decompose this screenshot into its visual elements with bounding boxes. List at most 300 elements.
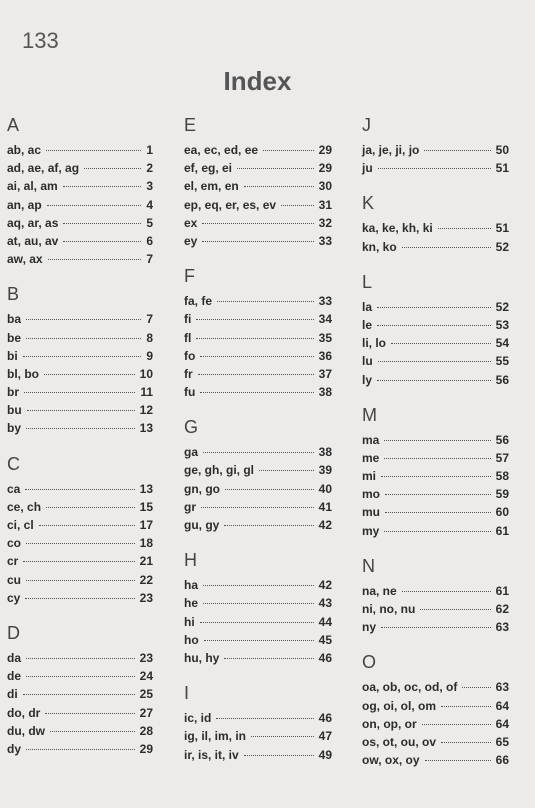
index-entry [184, 214, 332, 232]
entry-page-number: 64 [495, 716, 509, 731]
entry-label: ow, ox, oy [362, 753, 420, 768]
entry-page-number: 28 [139, 723, 153, 738]
entry-label: co [7, 536, 22, 551]
entry-label: gu, gy [184, 518, 220, 532]
dot-leader [46, 507, 135, 508]
index-column-2 [184, 114, 332, 779]
index-section-a [7, 114, 153, 268]
entry-label: my [362, 523, 380, 538]
index-entry [7, 141, 153, 159]
index-entry [362, 503, 509, 521]
entry-label: at, au, av [7, 233, 59, 248]
index-entry [184, 347, 332, 365]
index-entry [362, 715, 509, 733]
dot-leader [198, 374, 314, 375]
entry-label: du, dw [7, 723, 45, 738]
entry-page-number: 58 [495, 469, 509, 484]
dot-leader [244, 186, 314, 187]
entry-label: be [7, 330, 22, 345]
entry-label: kn, ko [362, 239, 397, 254]
index-entry [362, 431, 509, 449]
entry-label: ic, id [184, 711, 212, 726]
dot-leader [422, 724, 491, 725]
dot-leader [438, 228, 491, 229]
entry-page-number: 52 [495, 299, 509, 314]
dot-leader [26, 319, 141, 320]
index-entry [362, 485, 509, 503]
index-section-n [362, 555, 509, 637]
index-entry [7, 159, 153, 177]
entry-label: el, em, en [184, 179, 239, 194]
entry-label: ir, is, it, iv [184, 747, 239, 762]
dot-leader [26, 676, 135, 677]
entry-page-number: 46 [318, 650, 332, 665]
entry-page-number: 11 [140, 385, 153, 400]
entry-page-number: 8 [146, 330, 153, 345]
dot-leader [424, 150, 490, 151]
index-entry [7, 516, 153, 534]
index-entry [7, 552, 153, 570]
index-entry [184, 159, 332, 177]
entry-label: ep, eq, er, es, ev [184, 197, 277, 212]
entry-page-number: 60 [495, 505, 509, 520]
entry-page-number: 52 [495, 239, 509, 254]
entry-label: ga [184, 445, 199, 460]
entry-page-number: 13 [139, 421, 153, 436]
entry-label: an, ap [7, 197, 42, 212]
entry-label: ni, no, nu [362, 602, 416, 616]
entry-label: ab, ac [7, 143, 42, 157]
entry-page-number: 40 [318, 481, 332, 496]
section-letter: M [362, 404, 377, 425]
entry-label: di [7, 687, 18, 702]
entry-page-number: 12 [139, 403, 153, 418]
section-letter: D [7, 622, 20, 643]
dot-leader [24, 392, 135, 393]
entry-page-number: 64 [495, 698, 509, 713]
dot-leader [26, 543, 135, 544]
entry-page-number: 17 [139, 518, 153, 532]
index-entry [362, 334, 509, 352]
dot-leader [196, 338, 313, 339]
entry-label: bu [7, 403, 22, 418]
entry-label: gr [184, 499, 196, 514]
section-letter: C [7, 453, 20, 474]
index-entry [7, 722, 153, 740]
entry-page-number: 29 [318, 161, 332, 176]
entry-page-number: 2 [146, 161, 153, 176]
index-entry [362, 600, 509, 618]
entry-label: ny [362, 620, 377, 635]
dot-leader [384, 440, 490, 441]
entry-page-number: 51 [495, 161, 509, 176]
section-letter: N [362, 555, 375, 576]
dot-leader [26, 658, 135, 659]
dot-leader [196, 319, 313, 320]
entry-page-number: 44 [318, 614, 332, 629]
dot-leader [441, 742, 491, 743]
entry-label: ka, ke, kh, ki [362, 221, 433, 236]
index-entry [184, 443, 332, 461]
entry-page-number: 15 [139, 499, 153, 514]
index-entry [362, 678, 509, 696]
entry-page-number: 47 [318, 729, 332, 744]
dot-leader [381, 476, 491, 477]
entry-label: fi [184, 312, 192, 327]
entry-page-number: 54 [495, 336, 509, 351]
index-entry [362, 467, 509, 485]
entry-label: ig, il, im, in [184, 729, 247, 744]
index-entry [362, 352, 509, 370]
index-entry [184, 196, 332, 214]
dot-leader [391, 343, 491, 344]
entry-page-number: 43 [318, 596, 332, 611]
section-letter: O [362, 652, 377, 673]
entry-page-number: 42 [318, 578, 332, 593]
index-entry [184, 649, 332, 667]
dot-leader [26, 580, 135, 581]
index-entry [362, 371, 509, 389]
index-entry [184, 727, 332, 745]
entry-page-number: 50 [495, 143, 509, 157]
entry-page-number: 6 [146, 233, 153, 248]
dot-leader [425, 760, 491, 761]
dot-leader [377, 325, 491, 326]
entry-page-number: 45 [318, 632, 332, 647]
index-entry [184, 232, 332, 250]
dot-leader [25, 598, 134, 599]
dot-leader [200, 392, 313, 393]
entry-label: mu [362, 505, 380, 520]
entry-label: ai, al, am [7, 179, 58, 194]
index-entry [362, 298, 509, 316]
entry-page-number: 29 [139, 741, 153, 756]
section-letter: I [184, 683, 190, 704]
entry-label: lu [362, 354, 373, 369]
entry-page-number: 3 [146, 179, 153, 194]
entry-label: fo [184, 348, 196, 363]
entry-page-number: 51 [495, 221, 509, 236]
entry-label: og, oi, ol, om [362, 698, 436, 713]
entry-page-number: 10 [139, 366, 153, 381]
index-entry [184, 461, 332, 479]
entry-label: ho [184, 632, 199, 647]
section-letter: E [184, 115, 197, 135]
entry-page-number: 46 [318, 711, 332, 726]
index-entry [7, 365, 153, 383]
dot-leader [225, 489, 314, 490]
entry-page-number: 42 [318, 518, 332, 532]
entry-label: dy [7, 741, 22, 756]
entry-label: he [184, 596, 199, 611]
dot-leader [201, 507, 314, 508]
index-entry [362, 697, 509, 715]
index-entry [7, 329, 153, 347]
dot-leader [224, 658, 313, 659]
section-letter: B [7, 284, 20, 305]
dot-leader [251, 736, 314, 737]
dot-leader [203, 452, 314, 453]
entry-label: ey [184, 233, 198, 248]
entry-page-number: 24 [139, 669, 153, 684]
dot-leader [384, 458, 490, 459]
entry-page-number: 53 [495, 317, 509, 332]
dot-leader [63, 186, 142, 187]
entry-label: cy [7, 590, 21, 605]
index-column-1 [7, 114, 153, 773]
index-entry [184, 480, 332, 498]
dot-leader [50, 731, 135, 732]
index-entry [184, 746, 332, 764]
entry-label: bl, bo [7, 366, 39, 381]
index-entry [7, 740, 153, 758]
index-entry [7, 589, 153, 607]
entry-page-number: 56 [495, 372, 509, 387]
entry-page-number: 18 [139, 536, 153, 551]
entry-page-number: 56 [495, 432, 509, 447]
entry-label: ca [7, 481, 21, 496]
dot-leader [420, 609, 490, 610]
entry-label: fr [184, 366, 193, 381]
index-entry [7, 704, 153, 722]
dot-leader [47, 205, 142, 206]
entry-label: ja, je, ji, jo [362, 143, 420, 157]
entry-page-number: 1 [146, 143, 153, 157]
index-section-o [362, 651, 509, 769]
entry-page-number: 38 [318, 385, 332, 400]
entry-label: ha [184, 578, 199, 593]
entry-label: ly [362, 372, 373, 387]
entry-page-number: 38 [318, 445, 332, 460]
index-entry [184, 498, 332, 516]
index-entry [362, 449, 509, 467]
index-entry [362, 733, 509, 751]
dot-leader [63, 241, 141, 242]
dot-leader [200, 356, 313, 357]
dot-leader [27, 410, 135, 411]
dot-leader [377, 380, 491, 381]
section-letter: K [362, 193, 375, 214]
index-entry [184, 365, 332, 383]
dot-leader [462, 687, 490, 688]
entry-page-number: 65 [495, 734, 509, 749]
index-entry [184, 141, 332, 159]
index-entry [362, 238, 509, 256]
entry-label: by [7, 421, 22, 436]
section-letter: A [7, 115, 20, 135]
entry-label: la [362, 299, 373, 314]
entry-label: os, ot, ou, ov [362, 734, 436, 749]
index-entry [7, 196, 153, 214]
dot-leader [378, 361, 491, 362]
page-title: Index [223, 66, 292, 96]
entry-page-number: 29 [318, 143, 332, 157]
dot-leader [84, 168, 141, 169]
entry-page-number: 23 [139, 590, 153, 605]
index-entry [7, 232, 153, 250]
entry-label: gn, go [184, 481, 220, 496]
entry-label: mo [362, 487, 380, 502]
index-entry [7, 667, 153, 685]
entry-label: cu [7, 572, 22, 587]
index-entry [184, 709, 332, 727]
entry-label: fa, fe [184, 294, 213, 309]
entry-page-number: 25 [139, 687, 153, 702]
entry-label: ad, ae, af, ag [7, 161, 80, 176]
index-entry [7, 214, 153, 232]
index-entry [7, 685, 153, 703]
dot-leader [384, 531, 490, 532]
entry-page-number: 63 [495, 620, 509, 635]
dot-leader [441, 706, 491, 707]
index-entry [184, 576, 332, 594]
section-letter: H [184, 550, 197, 571]
entry-label: ef, eg, ei [184, 161, 233, 176]
entry-label: ba [7, 312, 22, 327]
entry-page-number: 5 [146, 215, 153, 230]
entry-page-number: 33 [318, 233, 332, 248]
entry-page-number: 7 [146, 312, 153, 327]
dot-leader [63, 223, 141, 224]
entry-label: ge, gh, gi, gl [184, 463, 254, 478]
index-entry [184, 613, 332, 631]
entry-page-number: 62 [495, 602, 509, 616]
dot-leader [204, 640, 314, 641]
dot-leader [25, 489, 134, 490]
entry-page-number: 61 [495, 523, 509, 538]
entry-label: br [7, 385, 19, 400]
index-entry [184, 383, 332, 401]
index-entry [7, 250, 153, 268]
index-section-d [7, 622, 153, 758]
dot-leader [23, 356, 142, 357]
dot-leader [263, 150, 314, 151]
entry-page-number: 7 [146, 252, 153, 267]
entry-page-number: 49 [318, 747, 332, 762]
entry-label: li, lo [362, 336, 386, 351]
index-section-e [184, 114, 332, 250]
dot-leader [377, 307, 491, 308]
entry-label: hi [184, 614, 195, 629]
dot-leader [217, 301, 314, 302]
index-section-g [184, 416, 332, 534]
entry-label: bi [7, 348, 18, 363]
dot-leader [202, 241, 313, 242]
index-entry [184, 516, 332, 534]
index-section-b [7, 283, 153, 437]
index-entry [362, 159, 509, 177]
page-number: 133 [22, 28, 59, 53]
entry-page-number: 32 [318, 215, 332, 230]
dot-leader [26, 749, 135, 750]
index-entry [362, 618, 509, 636]
dot-leader [244, 755, 314, 756]
dot-leader [216, 718, 313, 719]
dot-leader [385, 494, 491, 495]
index-entry [184, 177, 332, 195]
dot-leader [203, 585, 314, 586]
dot-leader [202, 223, 313, 224]
entry-label: da [7, 650, 22, 665]
dot-leader [402, 247, 491, 248]
index-entry [184, 310, 332, 328]
entry-label: ce, ch [7, 499, 42, 514]
index-section-i [184, 682, 332, 764]
dot-leader [44, 374, 135, 375]
index-entry [362, 219, 509, 237]
section-letter: F [184, 266, 195, 287]
entry-label: aw, ax [7, 252, 43, 267]
dot-leader [26, 428, 135, 429]
entry-label: do, dr [7, 705, 41, 720]
entry-page-number: 63 [495, 680, 509, 695]
dot-leader [385, 512, 491, 513]
dot-leader [48, 259, 142, 260]
index-section-j [362, 114, 509, 177]
entry-label: cr [7, 554, 19, 569]
index-entry [7, 419, 153, 437]
index-entry [7, 310, 153, 328]
index-entry [7, 347, 153, 365]
index-section-l [362, 271, 509, 389]
index-entry [362, 751, 509, 769]
entry-page-number: 23 [139, 650, 153, 665]
entry-page-number: 61 [495, 583, 509, 598]
index-section-c [7, 453, 153, 607]
dot-leader [23, 561, 134, 562]
index-entry [7, 480, 153, 498]
dot-leader [200, 622, 314, 623]
entry-label: mi [362, 469, 377, 484]
index-section-m [362, 404, 509, 540]
index-entry [362, 141, 509, 159]
entry-page-number: 21 [139, 554, 153, 569]
entry-page-number: 22 [139, 572, 153, 587]
entry-label: ex [184, 215, 198, 230]
entry-page-number: 33 [318, 294, 332, 309]
index-section-f [184, 265, 332, 401]
entry-label: de [7, 669, 22, 684]
dot-leader [39, 525, 135, 526]
index-entry [362, 522, 509, 540]
dot-leader [237, 168, 314, 169]
index-entry [184, 292, 332, 310]
dot-leader [259, 470, 314, 471]
dot-leader [381, 627, 491, 628]
entry-page-number: 4 [146, 197, 153, 212]
entry-page-number: 35 [318, 330, 332, 345]
entry-page-number: 66 [495, 753, 509, 768]
dot-leader [45, 713, 134, 714]
entry-label: hu, hy [184, 650, 220, 665]
index-entry [184, 594, 332, 612]
section-letter: G [184, 417, 199, 438]
section-letter: L [362, 271, 373, 292]
index-entry [362, 582, 509, 600]
index-entry [7, 571, 153, 589]
section-letter: J [362, 115, 371, 135]
entry-page-number: 59 [495, 487, 509, 502]
index-entry [7, 498, 153, 516]
index-entry [7, 649, 153, 667]
entry-page-number: 31 [318, 197, 332, 212]
entry-page-number: 27 [139, 705, 153, 720]
entry-page-number: 37 [318, 366, 332, 381]
dot-leader [224, 525, 313, 526]
index-entry [7, 534, 153, 552]
entry-label: ci, cl [7, 518, 34, 532]
entry-page-number: 41 [318, 499, 332, 514]
